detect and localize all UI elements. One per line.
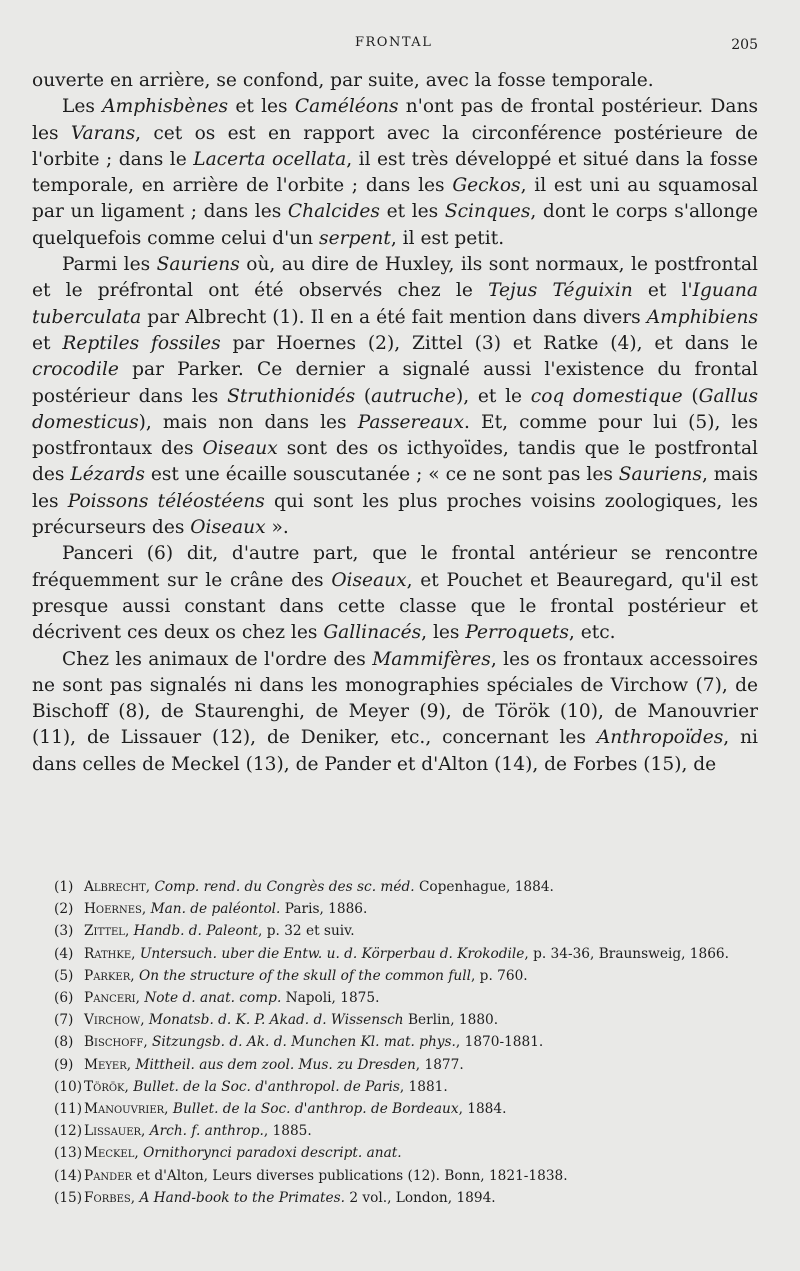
footnote [54, 1187, 758, 1209]
footnote-reference: , Ornithorynci paradoxi descript. anat. [134, 1145, 402, 1162]
footnote-reference: , Man. de paléontol. Paris, 1886. [141, 901, 368, 918]
footnote-number: (9) [54, 1056, 74, 1073]
footnote-author: Lissauer [84, 1123, 142, 1140]
footnote [54, 987, 758, 1009]
footnotes [54, 876, 758, 1209]
footnote-author: Meckel [84, 1145, 135, 1162]
footnote-author: Manouvrier [84, 1101, 165, 1118]
footnote-reference: , Arch. f. anthrop., 1885. [141, 1123, 312, 1140]
footnote-reference: , Mittheil. aus dem zool. Mus. zu Dresden, 1877. [126, 1056, 464, 1073]
footnote-author: Bischoff [84, 1034, 144, 1051]
footnote [54, 1165, 758, 1187]
footnote-reference: , Handb. d. Paleont, p. 32 et suiv. [124, 923, 355, 940]
footnote-author: Hoernes [84, 901, 142, 918]
paragraph: Parmi les Sauriens où, au dire de Huxley, ils sont normaux, le postfrontal et le préfrontal ont été observés chez le Tejus Téguixin et l'Iguana tuberculata par Albrecht (1). Il en a été fait mention dans divers Amphibiens et Reptiles fossiles par Hoernes (2), Zittel (3) et Ratke (4), et dans le crocodile par Parker. Ce dernier a signalé aussi l'existence du frontal postérieur dans les Struthionidés (autruche), et le coq domestique (Gallus domesticus), mais non dans les Passereaux. Et, comme pour lui (5), les postfrontaux des Oiseaux sont des os icthyoïdes, tandis que le postfrontal des Lézards est une écaille souscutanée ; « ce ne sont pas les Sauriens, mais les Poissons téléostéens qui sont les plus proches voisins zoologiques, les précurseurs des Oiseaux ». [32, 254, 759, 539]
footnote-number: (1) [54, 879, 74, 895]
footnote-number: (4) [54, 945, 74, 962]
footnote [54, 1142, 758, 1164]
footnote [54, 898, 758, 920]
footnote-reference: , Untersuch. uber die Entw. u. d. Körperbau d. Krokodile, p. 34-36, Braunsweig, 1866. [131, 945, 729, 962]
footnote-number: (8) [54, 1034, 74, 1051]
footnote-reference: , On the structure of the skull of the common full, p. 760. [130, 967, 528, 984]
footnote-reference: , Note d. anat. comp. Napoli, 1875. [135, 990, 380, 1007]
footnote-number: (7) [54, 1012, 74, 1029]
footnote-author: Forbes [84, 1189, 131, 1206]
footnote [54, 1098, 758, 1120]
footnote-author: Parker [84, 967, 131, 984]
footnote-reference: et d'Alton, Leurs diverses publications (12). Bonn, 1821-1838. [132, 1167, 568, 1184]
running-title: FRONTAL [355, 35, 433, 50]
paragraph: Chez les animaux de l'ordre des Mammifères, les os frontaux accessoires ne sont pas signalés ni dans les monographies spéciales de Virchow (7), de Bischoff (8), de Staurenghi, de Meyer (9), de Török (10), de Manouvrier (11), de Lissauer (12), de Deniker, etc., concernant les Anthropoïdes, ni dans celles de Meckel (13), de Pander et d'Alton (14), de Forbes (15), de [32, 648, 758, 775]
footnote-reference: , Sitzungsb. d. Ak. d. Munchen Kl. mat. phys., 1870-1881. [143, 1034, 544, 1051]
footnote-number: (6) [54, 990, 74, 1007]
paragraph: ouverte en arrière, se confond, par suite, avec la fosse temporale. [32, 70, 654, 91]
footnote-number: (10) [54, 1078, 83, 1095]
paragraph: Panceri (6) dit, d'autre part, que le frontal antérieur se rencontre fréquemment sur le crâne des Oiseaux, et Pouchet et Beauregard, qu'il est presque aussi constant dans cette classe que le frontal postérieur et décrivent ces deux os chez les Gallinacés, les Perroquets, etc. [32, 543, 758, 644]
body-text [32, 68, 758, 778]
footnote-author: Albrecht [84, 879, 146, 895]
footnote-author: Rathke [84, 945, 132, 962]
footnote-reference: , Monatsb. d. K. P. Akad. d. Wissensch Berlin, 1880. [140, 1012, 499, 1029]
footnote [54, 1054, 758, 1076]
footnote [54, 1009, 758, 1031]
footnote-number: (15) [54, 1189, 83, 1206]
footnote-number: (12) [54, 1123, 83, 1140]
footnote-reference: , Bullet. de la Soc. d'anthropol. de Paris, 1881. [124, 1078, 448, 1095]
footnote-reference: , A Hand-book to the Primates. 2 vol., London, 1894. [130, 1189, 496, 1206]
footnote-number: (3) [54, 923, 74, 940]
page-number: 205 [731, 37, 758, 53]
footnote-number: (13) [54, 1145, 83, 1162]
footnote-author: Zittel [84, 923, 125, 940]
footnote-number: (2) [54, 901, 74, 918]
footnote [54, 920, 758, 942]
running-head [0, 35, 800, 55]
footnote-reference: , Comp. rend. du Congrès des sc. méd. Copenhague, 1884. [145, 879, 554, 895]
footnote-author: Virchow [84, 1012, 141, 1029]
footnote-author: Pander [84, 1167, 133, 1184]
footnote-author: Török [84, 1078, 125, 1095]
footnote-author: Meyer [84, 1056, 127, 1073]
footnote-number: (14) [54, 1167, 83, 1184]
footnote [54, 1031, 758, 1053]
footnote-number: (11) [54, 1101, 83, 1118]
footnote [54, 1120, 758, 1142]
footnote-reference: , Bullet. de la Soc. d'anthrop. de Bordeaux, 1884. [164, 1101, 507, 1118]
footnote [54, 965, 758, 987]
footnote-author: Panceri [84, 990, 136, 1007]
footnote [54, 1076, 758, 1098]
paragraph: Les Amphisbènes et les Caméléons n'ont pas de frontal postérieur. Dans les Varans, cet os est en rapport avec la circonférence postérieure de l'orbite ; dans le Lacerta ocellata, il est très développé et situé dans la fosse temporale, en arrière de l'orbite ; dans les Geckos, il est uni au squamosal par un ligament ; dans les Chalcides et les Scinques, dont le corps s'allonge quelquefois comme celui d'un serpent, il est petit. [32, 96, 759, 249]
footnote [54, 876, 758, 898]
footnote [54, 943, 758, 965]
footnote-number: (5) [54, 967, 74, 984]
